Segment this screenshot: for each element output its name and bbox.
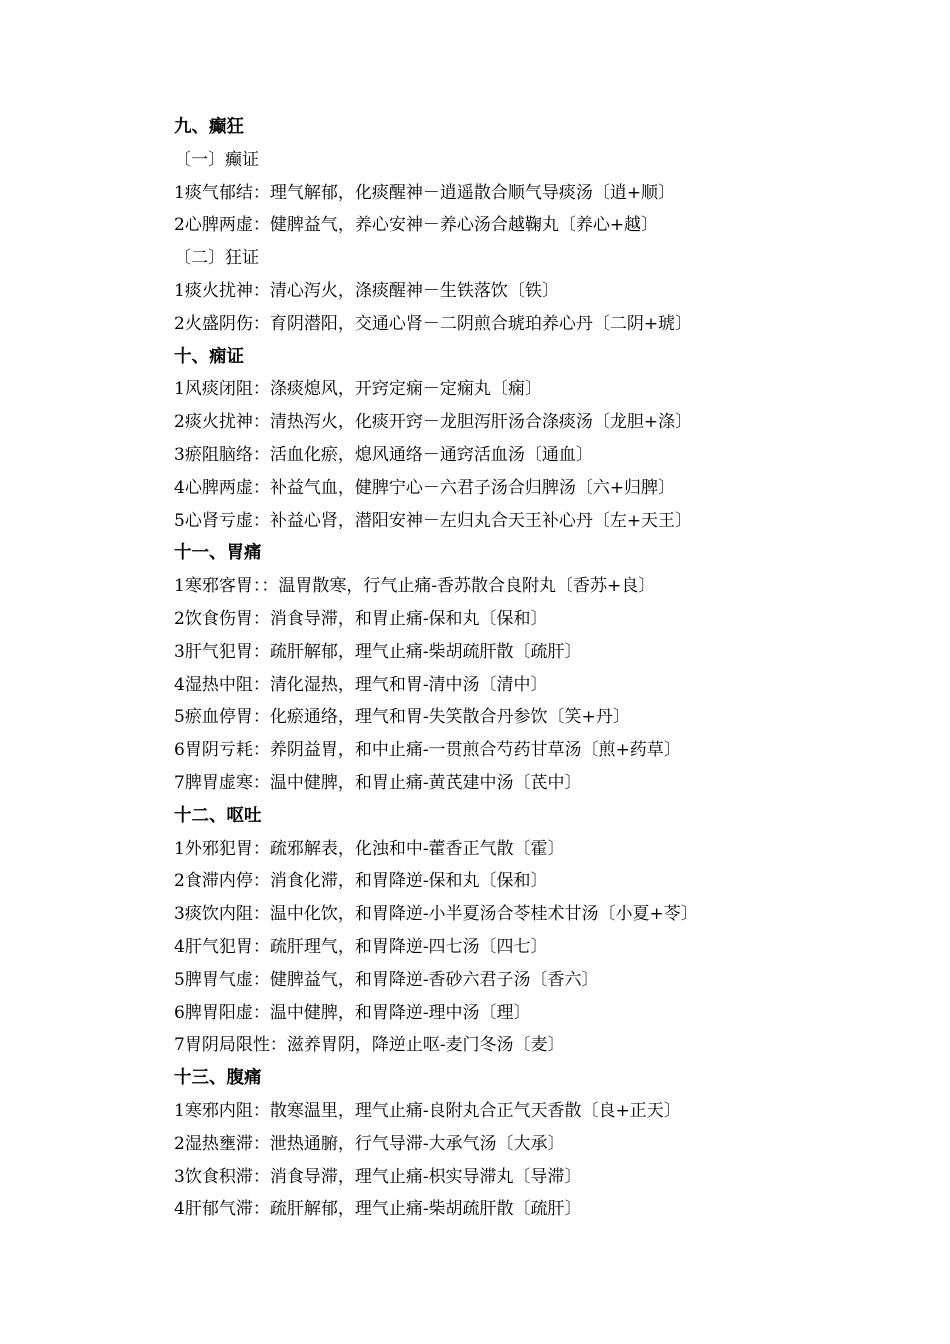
text-line: 1痰火扰神：清心泻火，涤痰醒神－生铁落饮〔铁〕 — [174, 280, 559, 301]
text-line: 4心脾两虚：补益气血，健脾宁心－六君子汤合归脾汤〔六+归脾〕 — [174, 477, 676, 498]
subsection-heading: 〔一〕癫证 — [174, 149, 259, 170]
text-line: 2痰火扰神：清热泻火，化痰开窍－龙胆泻肝汤合涤痰汤〔龙胆+涤〕 — [174, 412, 693, 433]
section-heading: 十二、呕吐 — [174, 805, 262, 826]
section-heading: 十、痫证 — [174, 346, 244, 367]
text-line: 2心脾两虚：健脾益气，养心安神－养心汤合越鞠丸〔养心+越〕 — [174, 215, 659, 236]
text-line: 2食滞内停：消食化滞，和胃降逆-保和丸〔保和〕 — [174, 871, 548, 892]
text-line: 5瘀血停胃：化瘀通络，理气和胃-失笑散合丹参饮〔笑+丹〕 — [174, 707, 630, 728]
text-line: 5脾胃气虚：健脾益气，和胃降逆-香砂六君子汤〔香六〕 — [174, 969, 599, 990]
text-line: 2湿热壅滞：泄热通腑，行气导滞-大承气汤〔大承〕 — [174, 1133, 565, 1154]
text-line: 3瘀阻脑络：活血化瘀，熄风通络－通窍活血汤〔通血〕 — [174, 444, 593, 465]
section-heading: 十三、腹痛 — [174, 1068, 262, 1089]
text-line: 6胃阴亏耗：养阴益胃，和中止痛-一贯煎合芍药甘草汤〔煎+药草〕 — [174, 740, 681, 761]
subsection-heading: 〔二〕狂证 — [174, 248, 259, 269]
text-line: 4肝气犯胃：疏肝理气，和胃降逆-四七汤〔四七〕 — [174, 936, 548, 957]
text-line: 1外邪犯胃：疏邪解表，化浊和中-藿香正气散〔霍〕 — [174, 838, 565, 859]
document-page — [174, 111, 894, 1226]
text-line: 1痰气郁结：理气解郁，化痰醒神－逍遥散合顺气导痰汤〔逍+顺〕 — [174, 182, 676, 203]
text-line: 5心肾亏虚：补益心肾，潜阳安神－左归丸合天王补心丹〔左+天王〕 — [174, 510, 693, 531]
text-line: 4湿热中阻：清化湿热，理气和胃-清中汤〔清中〕 — [174, 674, 548, 695]
text-line: 6脾胃阳虚：温中健脾，和胃降逆-理中汤〔理〕 — [174, 1002, 531, 1023]
text-line: 1寒邪客胃：：温胃散寒，行气止痛-香苏散合良附丸〔香苏+良〕 — [174, 576, 656, 597]
text-line: 2饮食伤胃：消食导滞，和胃止痛-保和丸〔保和〕 — [174, 608, 548, 629]
text-line: 1风痰闭阻：涤痰熄风，开窍定痫－定痫丸〔痫〕 — [174, 379, 542, 400]
text-line: 1寒邪内阻：散寒温里，理气止痛-良附丸合正气天香散〔良+正天〕 — [174, 1100, 681, 1121]
section-heading: 十一、胃痛 — [174, 543, 262, 564]
text-line: 7胃阴局限性：滋养胃阴，降逆止呕-麦门冬汤〔麦〕 — [174, 1035, 565, 1056]
text-line: 2火盛阴伤：育阴潜阳，交通心肾－二阴煎合琥珀养心丹〔二阴+琥〕 — [174, 313, 693, 334]
text-line: 7脾胃虚寒：温中健脾，和胃止痛-黄芪建中汤〔芪中〕 — [174, 772, 582, 793]
text-line: 3饮食积滞：消食导滞，理气止痛-枳实导滞丸〔导滞〕 — [174, 1166, 582, 1187]
text-line: 3肝气犯胃：疏肝解郁，理气止痛-柴胡疏肝散〔疏肝〕 — [174, 641, 582, 662]
section-heading: 九、癫狂 — [174, 117, 244, 137]
text-line: 4肝郁气滞：疏肝解郁，理气止痛-柴胡疏肝散〔疏肝〕 — [174, 1199, 582, 1220]
text-line: 3痰饮内阻：温中化饮，和胃降逆-小半夏汤合苓桂术甘汤〔小夏+苓〕 — [174, 904, 698, 925]
